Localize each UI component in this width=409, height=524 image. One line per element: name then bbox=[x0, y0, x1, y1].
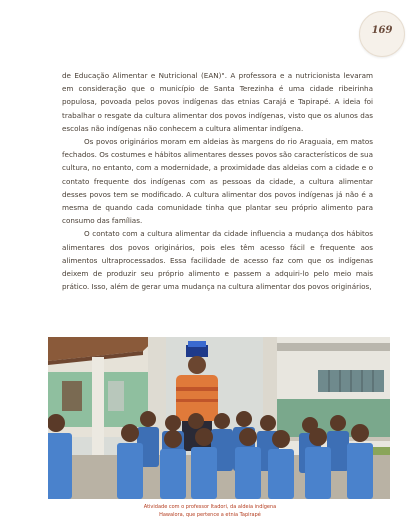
paragraph-1: de Educação Alimentar e Nutricional (EAN)". A professora e a nutricionista levaram em consideração que o município de Santa Terezinha é uma cidade ribeirinha populosa, povoada pelos povos indígenas das etnias Carajá e Tapirapé. A ideia foi trabalhar o resgate da cultura alimentar dos povos indígenas, visto que os alunos das escolas não indígenas não conhecem a cultura alimentar indígena. bbox=[62, 71, 373, 133]
activity-photo bbox=[48, 337, 390, 499]
page-number: 169 bbox=[371, 25, 393, 36]
caption-line-2: Hawalora, que pertence a etnia Tapirapé bbox=[159, 512, 261, 518]
paragraph-3: O contato com a cultura alimentar da cidade influencia a mudança dos hábitos alimentares dos povos originários, pois eles têm acesso fácil e frequente aos alimentos ultraprocessados. Essa facilidade de acesso faz com que os indígenas deixem de produzir seu próprio alimento e passem a adquiri-lo pelo meio mais prático. Isso, além de gerar uma mudança na cultura alimentar dos povos originários, bbox=[62, 229, 373, 292]
body-text bbox=[62, 69, 373, 293]
paragraph-2: Os povos originários moram em aldeias às margens do rio Araguaia, em matos fechados. Os costumes e hábitos alimentares desses povos são característicos de sua cultura, no entanto, com a modernidade, a proximidade das aldeias com a cidade e o contato frequente dos indígenas com as pessoas da cidade, a cultura alimentar desses povos tem se modificado. A cultura alimentar dos povos indígenas já não é a mesma de quando cada comunidade tinha que plantar seu próprio alimento para consumo das famílias. bbox=[62, 137, 373, 226]
caption-line-1: Atividade com o professor Itadori, da aldeia indígena bbox=[143, 504, 277, 510]
photo-caption bbox=[100, 503, 320, 519]
page-number-badge bbox=[359, 11, 405, 57]
